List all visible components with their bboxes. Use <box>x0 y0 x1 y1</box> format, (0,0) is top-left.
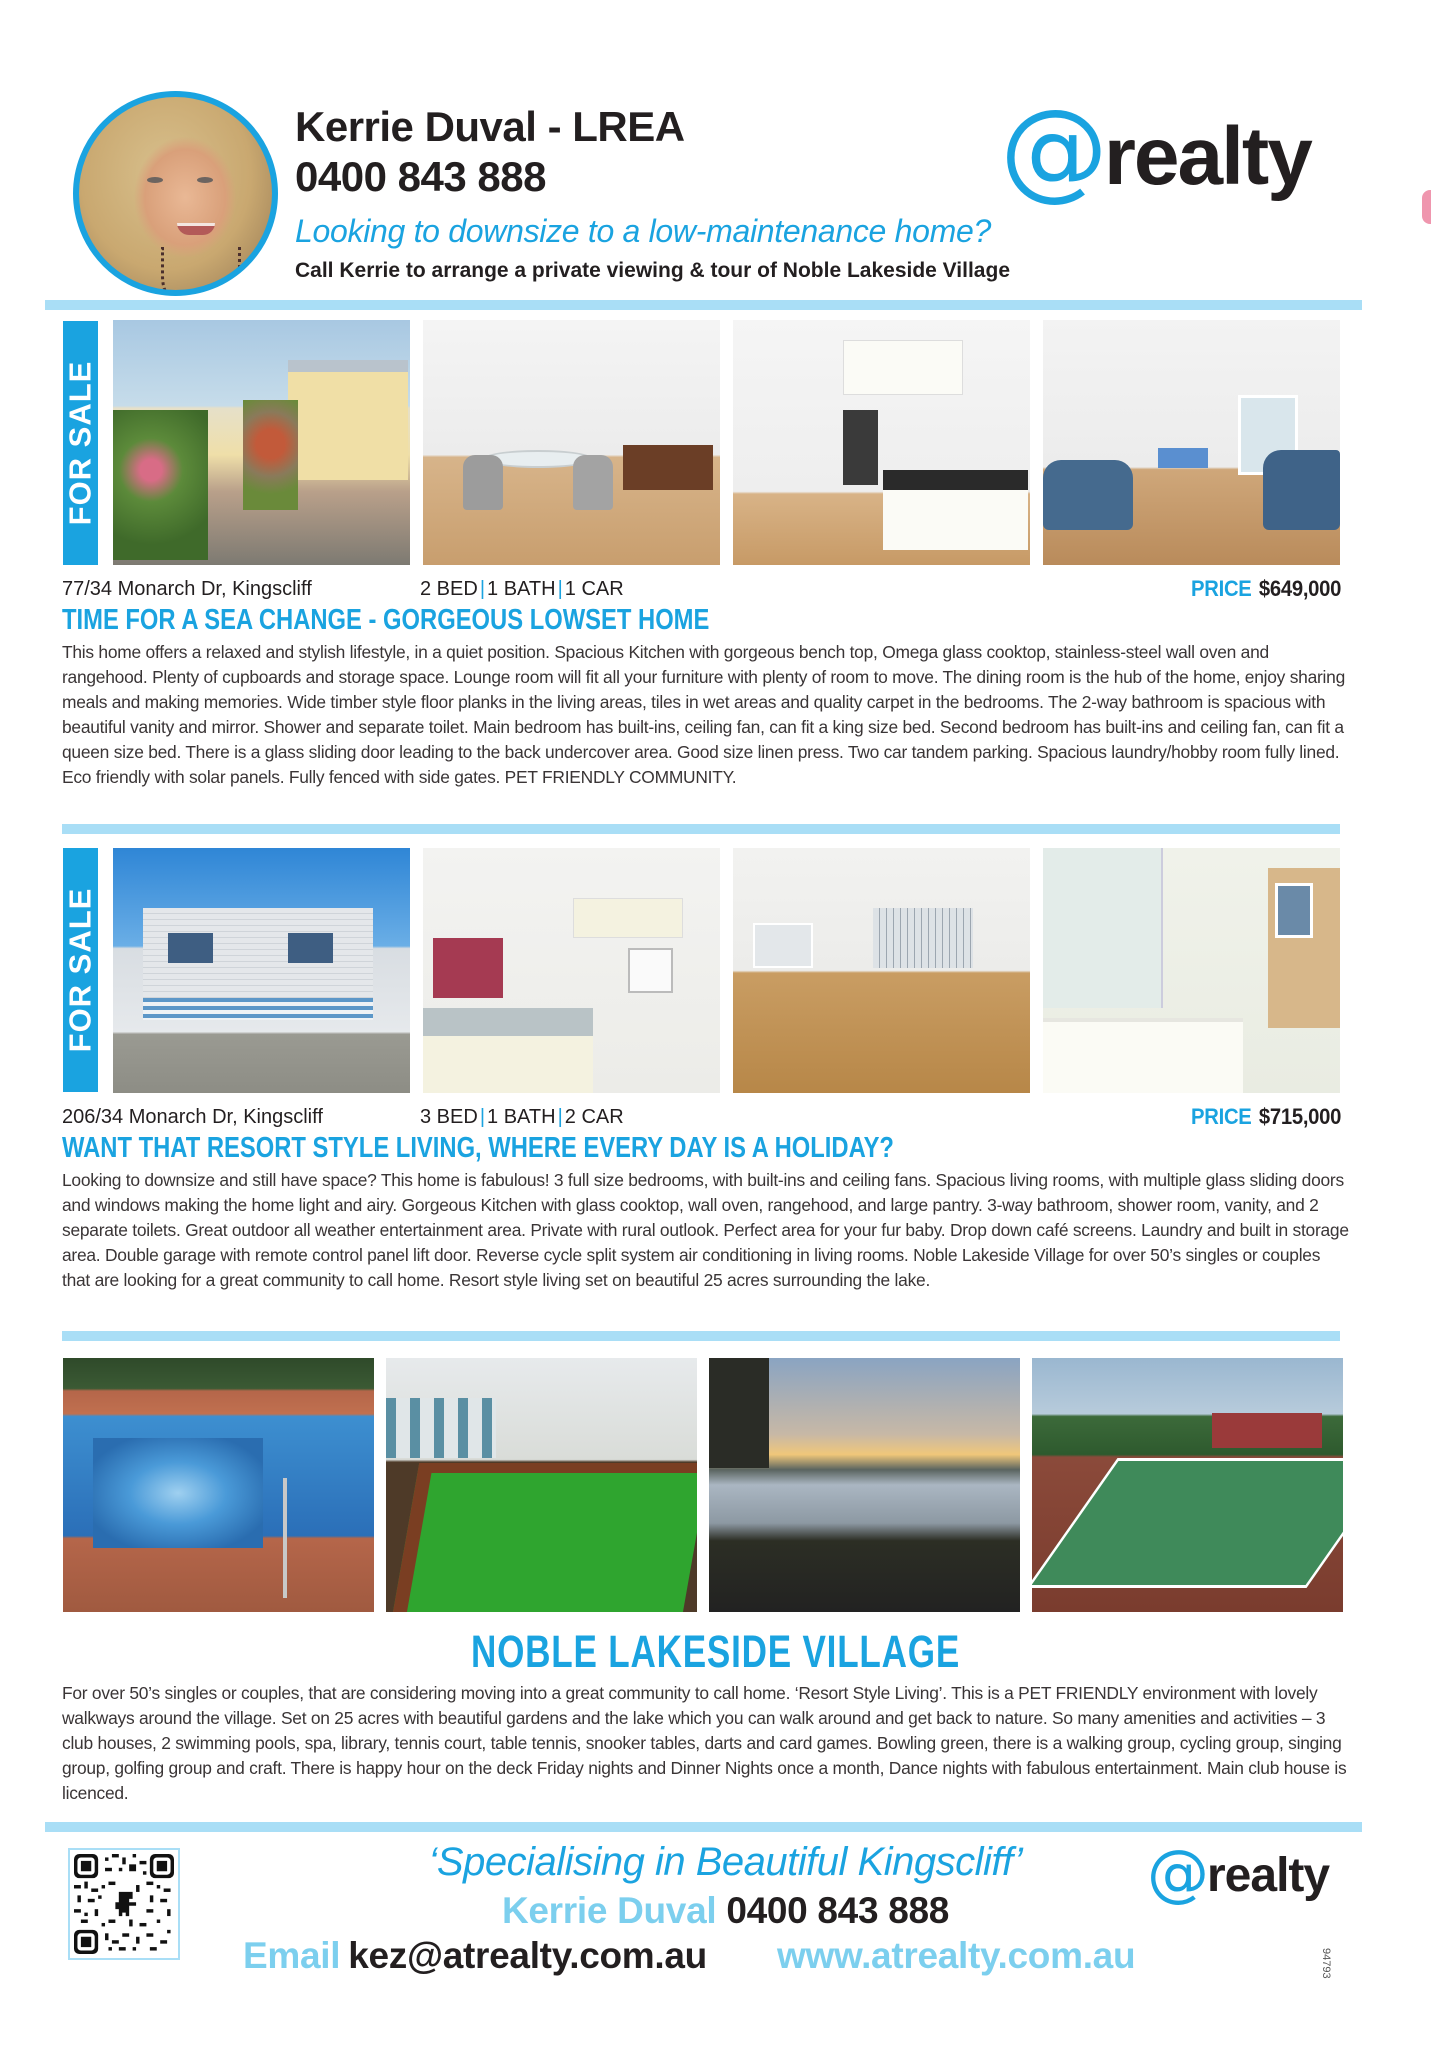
listing-photo-exterior[interactable] <box>113 848 410 1093</box>
listing-photo-exterior[interactable] <box>113 320 410 565</box>
at-symbol-icon: @ <box>1147 1836 1209 1909</box>
listing-description: This home offers a relaxed and stylish lifestyle, in a quiet position. Spacious Kitchen with gorgeous bench top, Omega glass cooktop, stainless-steel wall oven and rangehood. Plenty of cupboards and storage space. Lounge room will fit all your furniture with plenty of room to move. The dining room is the hub of the home, enjoy sharing meals and making memories. Wide timber style floor planks in the living areas, tiles in wet areas and quality carpet in the bedrooms. The 2-way bathroom is spacious with beautiful vanity and mirror. Shower and separate toilet. Main bedroom has built-ins, ceiling fan, can fit a king size bed. Second bedroom has built-ins and ceiling fan, can fit a queen size bed. There is a glass sliding door leading to the back undercover area. Good size linen press. Two car tandem parking. Spacious laundry/hobby room fully lined. Eco friendly with solar panels. Fully fenced with side gates. PET FRIENDLY COMMUNITY. <box>62 642 1345 787</box>
for-sale-label: FOR SALE <box>62 360 98 526</box>
avatar-eye <box>197 177 213 183</box>
village-title: NOBLE LAKESIDE VILLAGE <box>470 1626 961 1677</box>
at-symbol-icon: @ <box>1000 87 1108 212</box>
separator: | <box>479 578 486 600</box>
beds: 2 BED <box>420 578 478 600</box>
garden-shrubs <box>113 410 208 560</box>
baths: 1 BATH <box>487 578 556 600</box>
house-facade <box>288 360 408 480</box>
listing-photo-bathroom[interactable] <box>1043 848 1340 1093</box>
listing-rooms <box>420 578 624 601</box>
feature-wall <box>433 938 503 998</box>
for-sale-badge <box>63 321 98 565</box>
tennis-court-surface <box>1032 1458 1343 1588</box>
listing-address: 206/34 Monarch Dr, Kingscliff <box>62 1106 323 1128</box>
avatar-mouth <box>177 223 215 235</box>
listing-rooms <box>420 1106 624 1129</box>
dining-chair <box>463 455 503 510</box>
ad-code: 94793 <box>1320 1948 1332 1979</box>
lower-cabinets <box>883 490 1028 550</box>
blue-sofa <box>1263 450 1340 530</box>
tagline: Looking to downsize to a low-maintenance home? <box>295 213 991 249</box>
agent-phone: 0400 843 888 <box>295 153 546 200</box>
listing-photo-lounge[interactable] <box>1043 320 1340 565</box>
avatar-necklace <box>161 247 241 296</box>
bench-top <box>423 1008 593 1036</box>
footer-contact-name: Kerrie Duval <box>501 1890 717 1931</box>
listing-headline: TIME FOR A SEA CHANGE - GORGEOUS LOWSET HOME <box>62 604 710 636</box>
listing-photo-dining[interactable] <box>423 320 720 565</box>
for-sale-badge <box>63 848 98 1092</box>
window-awning <box>288 933 333 963</box>
website-link[interactable]: www.atrealty.com.au <box>777 1935 1136 1976</box>
upper-cabinets <box>573 898 683 938</box>
logo-word: realty <box>1207 1849 1330 1902</box>
wall-oven <box>843 410 878 485</box>
striped-skirting <box>143 998 373 1020</box>
village-photo-tennis-court[interactable] <box>1032 1358 1343 1612</box>
email-link[interactable]: kez@atrealty.com.au <box>348 1935 707 1976</box>
separator: | <box>557 1106 563 1128</box>
village-photo-lake-sunset[interactable] <box>709 1358 1020 1612</box>
for-sale-label: FOR SALE <box>62 887 98 1053</box>
window <box>1275 883 1313 938</box>
divider <box>45 300 1362 310</box>
upper-cabinets <box>843 340 963 395</box>
sideboard <box>623 445 713 490</box>
cars: 1 CAR <box>564 578 624 600</box>
dining-chair <box>573 455 613 510</box>
price-value: $715,000 <box>1258 1104 1341 1129</box>
baths: 1 BATH <box>487 1106 556 1128</box>
beds: 3 BED <box>420 1106 478 1128</box>
island-cabinets <box>423 1036 593 1093</box>
divider <box>45 1822 1362 1832</box>
vanity <box>1043 1018 1243 1093</box>
window-awning <box>168 933 213 963</box>
page-edge-mark <box>1422 190 1431 224</box>
village-photo-spa-pool[interactable] <box>63 1358 374 1612</box>
listing-headline: WANT THAT RESORT STYLE LIVING, WHERE EVERY DAY IS A HOLIDAY? <box>62 1132 894 1164</box>
email-label: Email <box>243 1935 341 1976</box>
village-description: For over 50’s singles or couples, that are considering moving into a great community to call home. ‘Resort Style Living’. This is a PET FRIENDLY environment with lovely walkways around the village. Set on 25 acres with beautiful gardens and the lake which you can walk around and get back to nature. So many amenities and activities – 3 club houses, 2 swimming pools, spa, library, tennis court, table tennis, snooker tables, darts and card games. Bowling green, there is a walking group, cycling group, singing group, golfing group and craft. There is happy hour on the deck Friday nights and Dinner Nights once a month, Dance nights with fabulous entertainment. Main club house is licenced. <box>62 1683 1347 1803</box>
divider <box>62 1331 1340 1341</box>
tree-silhouette <box>709 1358 769 1468</box>
palm-plant <box>243 400 298 510</box>
listing-address: 77/34 Monarch Dr, Kingscliff <box>62 578 312 600</box>
footer-contact-phone[interactable]: 0400 843 888 <box>726 1890 950 1931</box>
pavilion-roof <box>1212 1413 1322 1448</box>
separator: | <box>557 578 563 600</box>
mirror <box>1043 848 1163 1008</box>
separator: | <box>479 1106 486 1128</box>
cars: 2 CAR <box>564 1106 624 1128</box>
dining-chairs <box>386 1398 496 1458</box>
snooker-table <box>393 1463 697 1612</box>
logo-word: realty <box>1104 111 1311 202</box>
agent-name: Kerrie Duval - LREA <box>295 103 685 150</box>
listing-price <box>1191 576 1341 602</box>
price-value: $649,000 <box>1258 576 1341 601</box>
price-label: PRICE <box>1190 1104 1252 1129</box>
sliding-door <box>753 923 813 968</box>
bubbling-water <box>93 1438 263 1548</box>
listing-photo-kitchen[interactable] <box>733 320 1030 565</box>
bench-top <box>883 470 1028 490</box>
atrealty-logo <box>1000 87 1311 212</box>
blue-armchair <box>1043 460 1133 530</box>
price-label: PRICE <box>1190 576 1252 601</box>
wall-oven <box>628 948 673 993</box>
subline: Call Kerrie to arrange a private viewing & tour of Noble Lakeside Village <box>295 259 1010 282</box>
pool-rail <box>283 1478 287 1598</box>
village-photo-snooker-room[interactable] <box>386 1358 697 1612</box>
atrealty-logo-footer <box>1147 1836 1330 1909</box>
divider <box>62 824 1340 834</box>
footer-slogan: ‘Specialising in Beautiful Kingscliff’ <box>428 1840 1023 1884</box>
footer-email <box>243 1935 707 1977</box>
tv <box>1158 448 1208 468</box>
avatar-eye <box>147 177 163 183</box>
window-blinds <box>873 908 973 968</box>
listing-photo-living[interactable] <box>733 848 1030 1093</box>
listing-price <box>1191 1104 1341 1130</box>
listing-description: Looking to downsize and still have space? This home is fabulous! 3 full size bedrooms, with built-ins and ceiling fans. Spacious living rooms, with multiple glass sliding doors and windows making the home light and airy. Gorgeous Kitchen with glass cooktop, wall oven, rangehood, and large pantry. 3-way bathroom, shower room, vanity, and 2 separate toilets. Great outdoor all weather entertainment area. Private with rural outlook. Perfect area for your fur baby. Drop down café screens. Laundry and built in storage area. Double garage with remote control panel lift door. Reverse cycle split system air conditioning in living rooms. Noble Lakeside Village for over 50’s singles or couples that are looking for a great community to call home. Resort style living set on beautiful 25 acres surrounding the lake. <box>62 1170 1349 1290</box>
agent-avatar <box>73 91 278 296</box>
listing-photo-kitchen[interactable] <box>423 848 720 1093</box>
